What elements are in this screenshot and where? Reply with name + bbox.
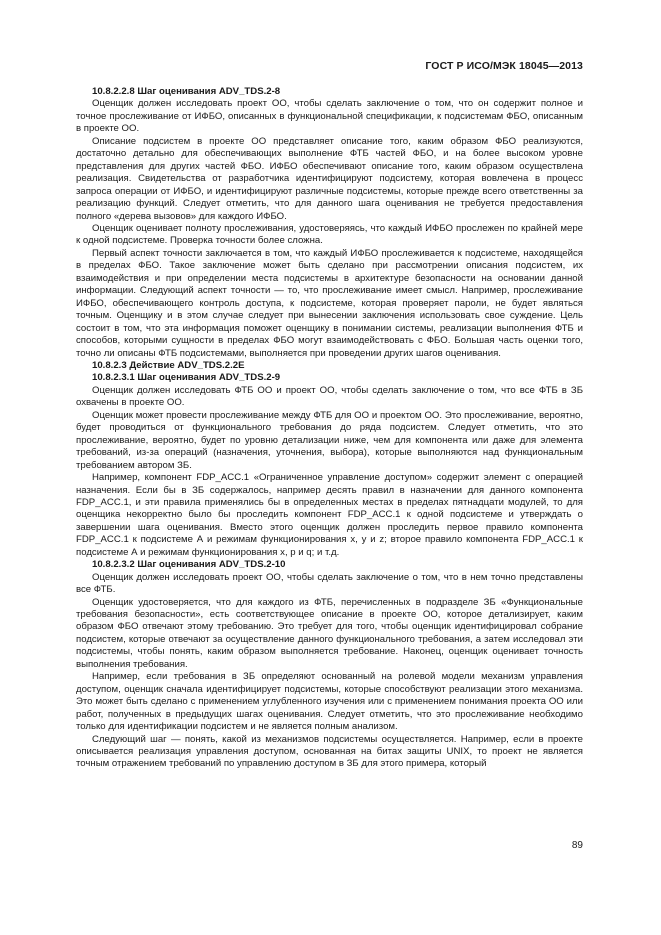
paragraph: Первый аспект точности заключается в том, что каждый ИФБО прослеживается к подсистеме, находящейся в пределах ФБО. Такое заключение может быть сделано при рассмотрении описания подсистем, их взаимодействия и при определении места подсистемы в архитектуре безопасности на основании данной информации. Следующий аспект точности — то, что прослеживание имеет смысл. Например, прослеживание ИФБО, обеспечивающего контроль доступа, к подсистеме, которая проверяет пароли, не будет являться точным. Оценщику и в этом случае следует при вынесении заключения использовать свое суждение. Цель состоит в том, что эта информация поможет оценщику в понимании системы, реализации выполнения ФТБ и способов, которыми сущности в пределах ФБО могут взаимодействовать с ФБО. Большая часть оценки того, точно ли описаны ФТБ подсистемами, выполняется при проведении других шагов оценивания. [76,247,583,359]
section-heading: 10.8.2.3.1 Шаг оценивания ADV_TDS.2-9 [92,372,281,384]
paragraph: Например, если требования в ЗБ определяют основанный на ролевой модели механизм управления доступом, оценщик сначала идентифицирует подсистемы, которые способствуют реализации этого механизма. Это может быть сделано с применением углубленного изучения или с применением понимания проекта ОО или работ, полученных в предыдущих шагах оценивания. Следует отметить, что это прослеживание необходимо только для идентификации подсистем и не является полным анализом. [76,671,583,733]
paragraph: Следующий шаг — понять, какой из механизмов подсистемы осуществляется. Например, если в проекте описывается реализация управления доступом, основанная на битах защиты UNIX, то проект не является точным отражением требований по управлению доступом в ЗБ для этого примера, который [76,733,583,770]
page-number: 89 [571,840,583,851]
document-body [76,86,583,771]
section-heading: 10.8.2.2.8 Шаг оценивания ADV_TDS.2-8 [92,86,281,97]
paragraph: Оценщик удостоверяется, что для каждого из ФТБ, перечисленных в подразделе ЗБ «Функциональные требования безопасности», есть соответствующее описание в проекте ОО, которое детализирует, каким образом ФБО отвечают этому требованию. Это требует для того, чтобы оценщик идентифицировал собрание подсистем, которые отвечают за осуществление данного функционального требования, а затем исследовал эти подсистемы, чтобы понять, каким образом выполняется требование. Наконец, оценщик оценивает точность выполнения требования. [76,596,583,670]
paragraph: Описание подсистем в проекте ОО представляет описание того, каким образом ФБО реализуются, достаточно детально для обеспечивающих выполнение ФТБ частей ФБО, и на более высоком уровне представления для других частей ФБО. ИФБО обеспечивают описание того, каким образом осуществлена реализация. Свидетельства от разработчика идентифицируют подсистему, которая вовлечена в процесс запроса операции от ИФБО, и идентифицируют различные подсистемы, которые прежде всего ответственны за реализацию функций. Следует отметить, что для данного шага оценивания не требуется предоставления полного «дерева вызовов» для каждого ИФБО. [76,135,583,222]
section-heading: 10.8.2.3.2 Шаг оценивания ADV_TDS.2-10 [92,559,286,571]
standard-header: ГОСТ Р ИСО/МЭК 18045—2013 [425,60,583,72]
paragraph: Оценщик оценивает полноту прослеживания, удостоверяясь, что каждый ИФБО прослежен по крайней мере к одной подсистеме. Проверка точности более сложна. [76,222,583,247]
paragraph: Оценщик должен исследовать проект ОО, чтобы сделать заключение о том, что в нем точно представлены все ФТБ. [76,571,583,596]
paragraph: Оценщик должен исследовать проект ОО, чтобы сделать заключение о том, что он содержит полное и точное прослеживание от ИФБО, описанных в функциональной спецификации, к подсистемам ФБО, описанным в проекте ОО. [76,98,583,135]
section-heading: 10.8.2.3 Действие ADV_TDS.2.2E [92,359,245,371]
paragraph: Например, компонент FDP_ACC.1 «Ограниченное управление доступом» содержит элемент с операцией назначения. Если бы в ЗБ содержалось, например десять правил в назначении для данного компонента FDP_ACC.1, и эти правила применялись бы в определенных местах в пределах пятнадцати модулей, то для оценщика некорректно было бы проследить компонент FDP_ACC.1 к одной подсистеме и утверждать о завершении шага оценивания. Вместо этого оценщик должен проследить первое правило компонента FDP_ACC.1 к подсистеме А и режимам функционирования x, y и z; второе правило компонента FDP_ACC.1 к подсистеме А и режимам функционирования x, p и q; и т.д. [76,472,583,558]
paragraph: Оценщик может провести прослеживание между ФТБ для ОО и проектом ОО. Это прослеживание, вероятно, будет проводиться от функционального требования до ряда подсистем. Следует отметить, что это прослеживание, вероятно, будет по уровню детализации ниже, чем для компонента или даже для элемента требований, из-за операций (назначения, уточнения, выбора), которые выполняются над функциональным требованием автором ЗБ. [76,409,583,471]
paragraph: Оценщик должен исследовать ФТБ ОО и проект ОО, чтобы сделать заключение о том, что все ФТБ в ЗБ охвачены в проекте ОО. [76,384,583,409]
